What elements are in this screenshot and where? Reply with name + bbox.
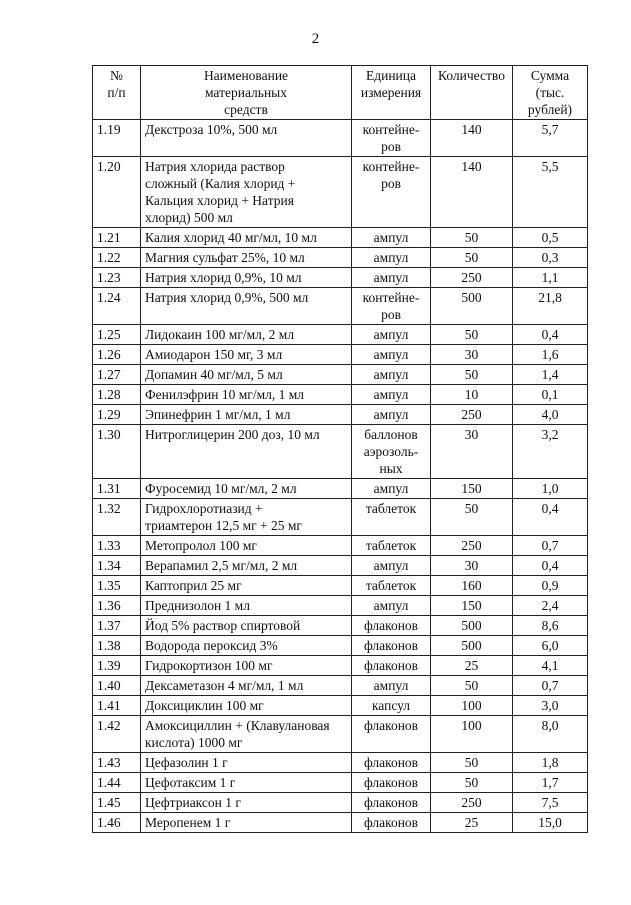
row-quantity: 50 xyxy=(431,365,513,385)
row-quantity: 30 xyxy=(431,556,513,576)
row-quantity: 100 xyxy=(431,696,513,716)
materials-table xyxy=(92,65,588,833)
row-quantity: 25 xyxy=(431,656,513,676)
row-item-name: Фуросемид 10 мг/мл, 2 мл xyxy=(141,479,352,499)
row-item-name: Дексаметазон 4 мг/мл, 1 мл xyxy=(141,676,352,696)
row-sum: 0,1 xyxy=(513,385,588,405)
row-unit: ампул xyxy=(352,556,431,576)
row-number: 1.27 xyxy=(93,365,141,385)
table-row xyxy=(93,716,588,753)
table-row xyxy=(93,325,588,345)
row-quantity: 30 xyxy=(431,345,513,365)
table-row xyxy=(93,773,588,793)
row-quantity: 500 xyxy=(431,636,513,656)
row-unit: флаконов xyxy=(352,616,431,636)
row-sum: 15,0 xyxy=(513,813,588,833)
row-number: 1.22 xyxy=(93,248,141,268)
row-item-name: Йод 5% раствор спиртовой xyxy=(141,616,352,636)
row-number: 1.37 xyxy=(93,616,141,636)
row-unit: флаконов xyxy=(352,656,431,676)
table-row xyxy=(93,813,588,833)
table-row xyxy=(93,536,588,556)
row-unit: ампул xyxy=(352,248,431,268)
row-quantity: 50 xyxy=(431,676,513,696)
row-sum: 5,5 xyxy=(513,157,588,228)
row-number: 1.25 xyxy=(93,325,141,345)
row-quantity: 250 xyxy=(431,268,513,288)
row-sum: 8,6 xyxy=(513,616,588,636)
row-number: 1.41 xyxy=(93,696,141,716)
row-quantity: 140 xyxy=(431,120,513,157)
row-number: 1.44 xyxy=(93,773,141,793)
row-quantity: 150 xyxy=(431,596,513,616)
row-sum: 7,5 xyxy=(513,793,588,813)
table-row xyxy=(93,499,588,536)
row-item-name: Фенилэфрин 10 мг/мл, 1 мл xyxy=(141,385,352,405)
row-sum: 4,1 xyxy=(513,656,588,676)
table-row xyxy=(93,479,588,499)
row-number: 1.45 xyxy=(93,793,141,813)
row-quantity: 500 xyxy=(431,616,513,636)
row-unit: таблеток xyxy=(352,499,431,536)
row-number: 1.21 xyxy=(93,228,141,248)
table-row xyxy=(93,248,588,268)
row-unit: контейне- ров xyxy=(352,120,431,157)
row-item-name: Декстроза 10%, 500 мл xyxy=(141,120,352,157)
row-quantity: 500 xyxy=(431,288,513,325)
row-sum: 0,4 xyxy=(513,499,588,536)
row-item-name: Эпинефрин 1 мг/мл, 1 мл xyxy=(141,405,352,425)
table-row xyxy=(93,120,588,157)
row-sum: 0,4 xyxy=(513,556,588,576)
row-item-name: Натрия хлорид 0,9%, 10 мл xyxy=(141,268,352,288)
table-row xyxy=(93,157,588,228)
row-sum: 1,1 xyxy=(513,268,588,288)
row-item-name: Меропенем 1 г xyxy=(141,813,352,833)
row-sum: 5,7 xyxy=(513,120,588,157)
row-unit: ампул xyxy=(352,365,431,385)
row-quantity: 50 xyxy=(431,499,513,536)
row-item-name: Гидрокортизон 100 мг xyxy=(141,656,352,676)
table-row xyxy=(93,676,588,696)
table-row xyxy=(93,268,588,288)
row-quantity: 50 xyxy=(431,325,513,345)
row-quantity: 250 xyxy=(431,536,513,556)
row-number: 1.20 xyxy=(93,157,141,228)
row-sum: 0,5 xyxy=(513,228,588,248)
header-sum: Сумма (тыс. рублей) xyxy=(513,66,588,120)
row-sum: 6,0 xyxy=(513,636,588,656)
row-unit: ампул xyxy=(352,268,431,288)
row-sum: 0,9 xyxy=(513,576,588,596)
row-sum: 3,2 xyxy=(513,425,588,479)
row-item-name: Натрия хлорида раствор сложный (Калия хлорид + Кальция хлорид + Натрия хлорид) 500 мл xyxy=(141,157,352,228)
row-unit: ампул xyxy=(352,676,431,696)
row-item-name: Доксициклин 100 мг xyxy=(141,696,352,716)
row-unit: флаконов xyxy=(352,793,431,813)
header-name: Наименование материальных средств xyxy=(141,66,352,120)
row-item-name: Гидрохлоротиазид + триамтерон 12,5 мг + 25 мг xyxy=(141,499,352,536)
row-sum: 1,8 xyxy=(513,753,588,773)
row-sum: 1,0 xyxy=(513,479,588,499)
header-unit: Единица измерения xyxy=(352,66,431,120)
row-item-name: Цефазолин 1 г xyxy=(141,753,352,773)
row-unit: флаконов xyxy=(352,716,431,753)
row-number: 1.30 xyxy=(93,425,141,479)
row-quantity: 150 xyxy=(431,479,513,499)
row-unit: ампул xyxy=(352,228,431,248)
row-item-name: Натрия хлорид 0,9%, 500 мл xyxy=(141,288,352,325)
row-quantity: 50 xyxy=(431,773,513,793)
row-item-name: Нитроглицерин 200 доз, 10 мл xyxy=(141,425,352,479)
row-number: 1.19 xyxy=(93,120,141,157)
row-unit: флаконов xyxy=(352,636,431,656)
table-row xyxy=(93,425,588,479)
table-header-row xyxy=(93,66,588,120)
row-quantity: 10 xyxy=(431,385,513,405)
row-unit: флаконов xyxy=(352,753,431,773)
table-row xyxy=(93,345,588,365)
row-item-name: Магния сульфат 25%, 10 мл xyxy=(141,248,352,268)
row-unit: ампул xyxy=(352,596,431,616)
table-row xyxy=(93,405,588,425)
table-row xyxy=(93,636,588,656)
row-unit: контейне- ров xyxy=(352,157,431,228)
row-item-name: Амоксициллин + (Клавулановая кислота) 1000 мг xyxy=(141,716,352,753)
table-row xyxy=(93,696,588,716)
row-number: 1.28 xyxy=(93,385,141,405)
row-sum: 3,0 xyxy=(513,696,588,716)
table-row xyxy=(93,753,588,773)
row-sum: 2,4 xyxy=(513,596,588,616)
row-unit: флаконов xyxy=(352,813,431,833)
row-number: 1.32 xyxy=(93,499,141,536)
row-number: 1.34 xyxy=(93,556,141,576)
row-unit: ампул xyxy=(352,385,431,405)
row-unit: контейне- ров xyxy=(352,288,431,325)
row-quantity: 50 xyxy=(431,248,513,268)
row-unit: флаконов xyxy=(352,773,431,793)
header-quantity: Количество xyxy=(431,66,513,120)
header-number: № п/п xyxy=(93,66,141,120)
row-item-name: Преднизолон 1 мл xyxy=(141,596,352,616)
row-sum: 0,4 xyxy=(513,325,588,345)
table-row xyxy=(93,576,588,596)
row-unit: ампул xyxy=(352,405,431,425)
row-number: 1.24 xyxy=(93,288,141,325)
row-sum: 1,7 xyxy=(513,773,588,793)
row-quantity: 250 xyxy=(431,405,513,425)
row-item-name: Лидокаин 100 мг/мл, 2 мл xyxy=(141,325,352,345)
table-row xyxy=(93,288,588,325)
row-sum: 0,3 xyxy=(513,248,588,268)
row-number: 1.36 xyxy=(93,596,141,616)
row-number: 1.29 xyxy=(93,405,141,425)
row-number: 1.33 xyxy=(93,536,141,556)
row-item-name: Цефтриаксон 1 г xyxy=(141,793,352,813)
row-unit: баллонов аэрозоль- ных xyxy=(352,425,431,479)
table-body xyxy=(93,120,588,833)
row-sum: 4,0 xyxy=(513,405,588,425)
row-sum: 0,7 xyxy=(513,536,588,556)
row-item-name: Допамин 40 мг/мл, 5 мл xyxy=(141,365,352,385)
row-sum: 21,8 xyxy=(513,288,588,325)
table-row xyxy=(93,596,588,616)
table-row xyxy=(93,793,588,813)
row-number: 1.40 xyxy=(93,676,141,696)
row-sum: 8,0 xyxy=(513,716,588,753)
page-number: 2 xyxy=(311,31,320,47)
row-quantity: 100 xyxy=(431,716,513,753)
row-item-name: Каптоприл 25 мг xyxy=(141,576,352,596)
row-quantity: 50 xyxy=(431,228,513,248)
row-number: 1.39 xyxy=(93,656,141,676)
row-number: 1.35 xyxy=(93,576,141,596)
row-item-name: Амиодарон 150 мг, 3 мл xyxy=(141,345,352,365)
row-number: 1.31 xyxy=(93,479,141,499)
row-sum: 1,6 xyxy=(513,345,588,365)
row-sum: 1,4 xyxy=(513,365,588,385)
row-quantity: 25 xyxy=(431,813,513,833)
row-quantity: 140 xyxy=(431,157,513,228)
row-unit: ампул xyxy=(352,479,431,499)
row-number: 1.38 xyxy=(93,636,141,656)
row-unit: ампул xyxy=(352,325,431,345)
table-row xyxy=(93,228,588,248)
table-row xyxy=(93,656,588,676)
row-number: 1.43 xyxy=(93,753,141,773)
row-unit: ампул xyxy=(352,345,431,365)
row-quantity: 50 xyxy=(431,753,513,773)
row-item-name: Метопролол 100 мг xyxy=(141,536,352,556)
row-item-name: Калия хлорид 40 мг/мл, 10 мл xyxy=(141,228,352,248)
table-row xyxy=(93,365,588,385)
row-number: 1.26 xyxy=(93,345,141,365)
row-quantity: 30 xyxy=(431,425,513,479)
row-unit: капсул xyxy=(352,696,431,716)
row-number: 1.23 xyxy=(93,268,141,288)
row-sum: 0,7 xyxy=(513,676,588,696)
row-item-name: Цефотаксим 1 г xyxy=(141,773,352,793)
row-number: 1.46 xyxy=(93,813,141,833)
row-unit: таблеток xyxy=(352,576,431,596)
row-quantity: 160 xyxy=(431,576,513,596)
table-row xyxy=(93,385,588,405)
row-quantity: 250 xyxy=(431,793,513,813)
row-item-name: Водорода пероксид 3% xyxy=(141,636,352,656)
row-unit: таблеток xyxy=(352,536,431,556)
table-row xyxy=(93,556,588,576)
row-item-name: Верапамил 2,5 мг/мл, 2 мл xyxy=(141,556,352,576)
table-row xyxy=(93,616,588,636)
row-number: 1.42 xyxy=(93,716,141,753)
